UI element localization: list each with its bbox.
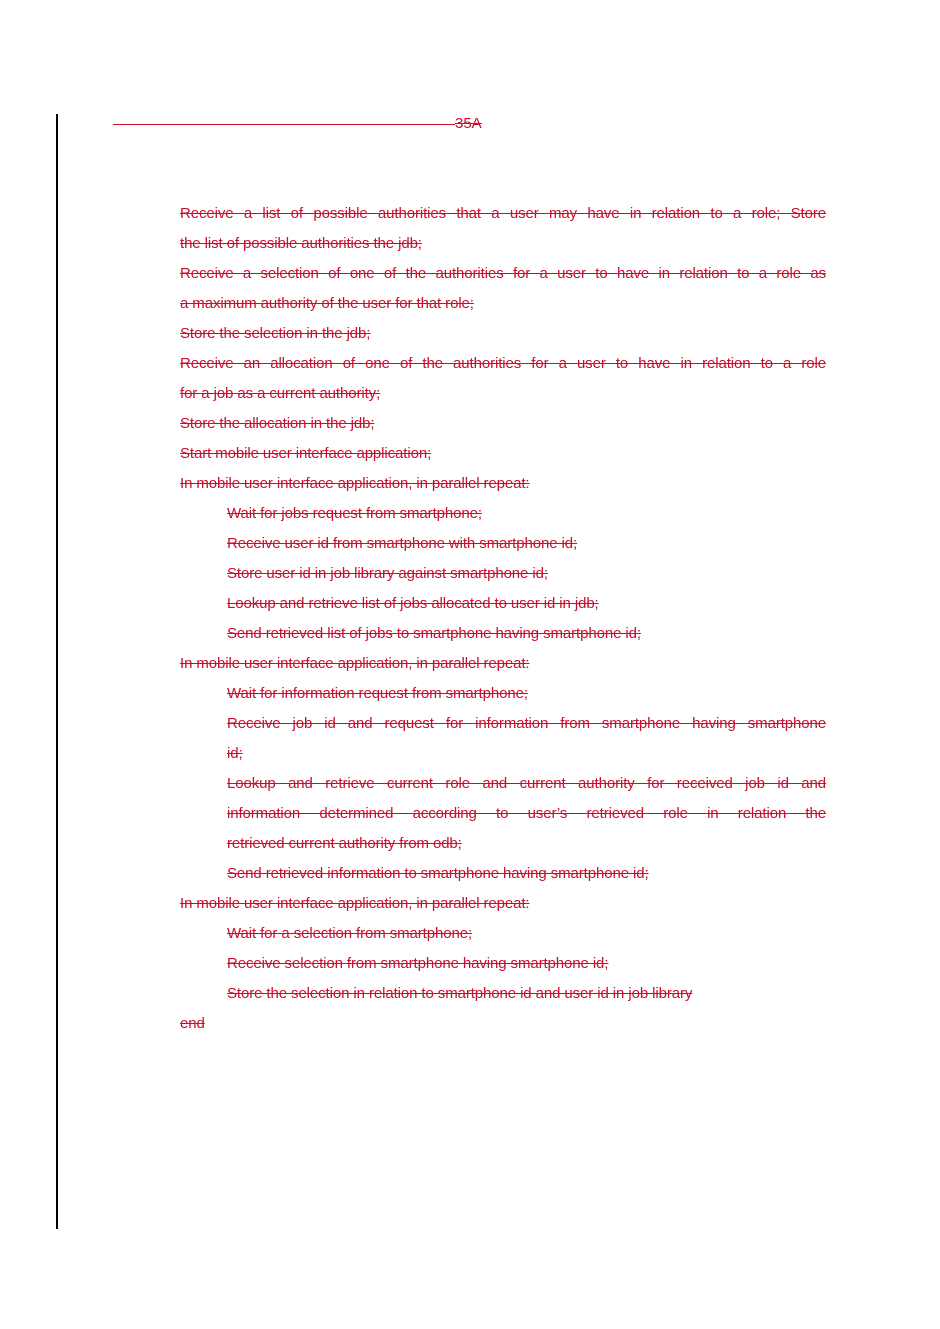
text-line: In mobile user interface application, in parallel repeat: [180, 475, 530, 492]
indented-text-line: retrieved current authority from odb; [227, 835, 462, 852]
indented-text-line: Wait for jobs request from smartphone; [227, 505, 482, 522]
indented-text-line: Wait for a selection from smartphone; [227, 925, 473, 942]
text-line: In mobile user interface application, in parallel repeat: [180, 655, 530, 672]
text-line: for a job as a current authority; [180, 385, 381, 402]
indented-text-line: Lookup and retrieve list of jobs allocated to user id in jdb; [227, 595, 599, 612]
indented-text-line: information determined according to user’s retrieved role in relation the [227, 805, 826, 822]
indented-text-line: Store user id in job library against smartphone id; [227, 565, 548, 582]
indented-text-line: Store the selection in relation to smartphone id and user id in job library [227, 985, 693, 1002]
text-line: Store the allocation in the jdb; [180, 415, 375, 432]
text-line: Receive a list of possible authorities that a user may have in relation to a role; Store [180, 205, 826, 222]
indented-text-line: Receive selection from smartphone having smartphone id; [227, 955, 609, 972]
indented-text-line: Wait for information request from smartphone; [227, 685, 528, 702]
text-line: a maximum authority of the user for that role; [180, 295, 474, 312]
indented-text-line: Lookup and retrieve current role and current authority for received job id and [227, 775, 826, 792]
text-line: end [180, 1015, 205, 1032]
text-line: Receive a selection of one of the authorities for a user to have in relation to a role as [180, 265, 826, 282]
deleted-pseudocode-block [180, 199, 826, 1039]
text-line: In mobile user interface application, in parallel repeat: [180, 895, 530, 912]
margin-change-bar [56, 114, 58, 1229]
text-line: Start mobile user interface application; [180, 445, 432, 462]
header-rule [113, 124, 455, 125]
text-line: Store the selection in the jdb; [180, 325, 371, 342]
indented-text-line: Send retrieved list of jobs to smartphone having smartphone id; [227, 625, 641, 642]
indented-text-line: id; [227, 745, 243, 762]
indented-text-line: Send retrieved information to smartphone having smartphone id; [227, 865, 649, 882]
indented-text-line: Receive job id and request for information from smartphone having smartphone [227, 715, 826, 732]
text-line: the list of possible authorities the jdb; [180, 235, 422, 252]
indented-text-line: Receive user id from smartphone with smartphone id; [227, 535, 578, 552]
page-number: 35A [455, 115, 482, 132]
text-line: Receive an allocation of one of the authorities for a user to have in relation to a role [180, 355, 826, 372]
